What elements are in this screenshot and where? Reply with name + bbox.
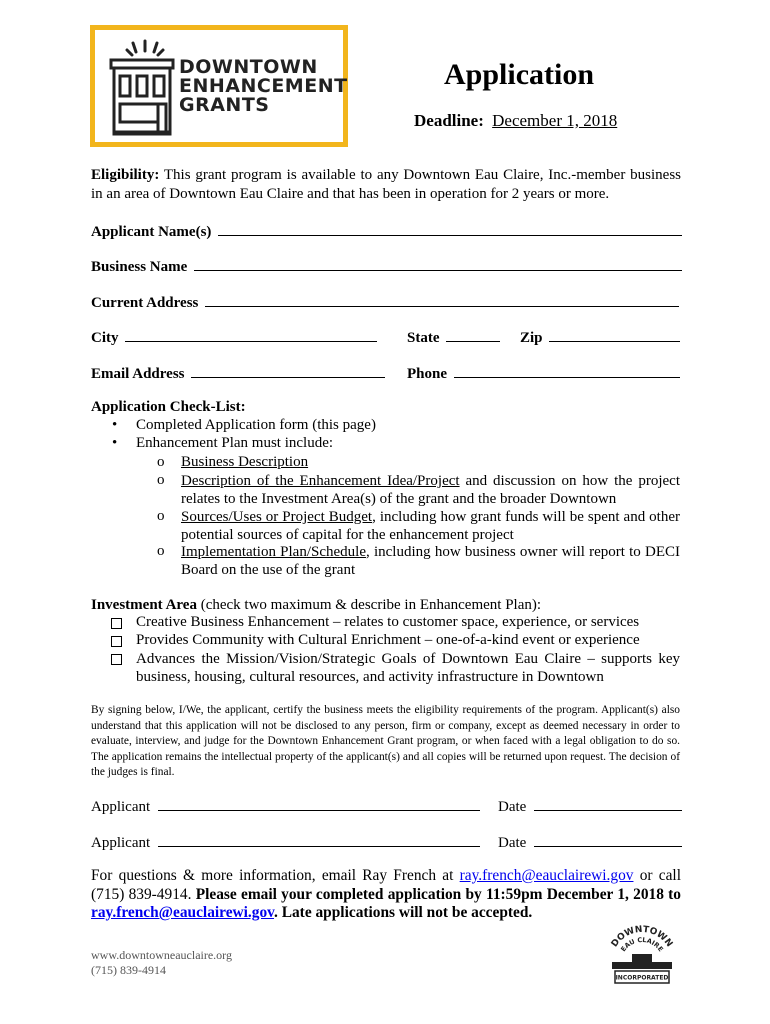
logo-line1: DOWNTOWN bbox=[179, 56, 318, 78]
applicant-label: Applicant bbox=[91, 799, 151, 815]
sub-bullet-icon: o bbox=[157, 472, 165, 488]
state-label: State bbox=[407, 330, 440, 346]
state-field[interactable] bbox=[446, 327, 500, 342]
option-cultural: Provides Community with Cultural Enrichment – one-of-a-kind event or experience bbox=[136, 632, 640, 648]
applicant-signature-field[interactable] bbox=[158, 796, 480, 811]
business-name-field[interactable] bbox=[194, 256, 682, 271]
logo-line2: ENHANCEMENT bbox=[179, 75, 348, 97]
email-row bbox=[91, 363, 385, 383]
business-description-item: Business Description bbox=[181, 454, 309, 470]
email-field[interactable] bbox=[191, 363, 385, 378]
phone-field[interactable] bbox=[454, 363, 680, 378]
footer-website: www.downtowneauclaire.org bbox=[91, 948, 232, 962]
certification-text: By signing below, I/We, the applicant, certify the business meets the eligibility requirements of the program. Applicant(s) also understand that this application will not be disclosed to any person, firm or company, except as deemed necessary in order to evaluate, interview, and judge for the Downtown Enhancement Grant program, or when faced with a legal obligation to do so. The application remains the intellectual property of the applicant(s) and all copies will be returned upon request. The decision of the judges is final. bbox=[91, 704, 680, 779]
eligibility-paragraph bbox=[91, 166, 681, 204]
sub-bullet-icon: o bbox=[157, 508, 165, 524]
date-field[interactable] bbox=[534, 796, 682, 811]
checkbox-creative[interactable] bbox=[111, 618, 122, 629]
storefront-icon bbox=[101, 38, 176, 138]
date-field[interactable] bbox=[534, 832, 682, 847]
deadline-value: December 1, 2018 bbox=[492, 111, 618, 130]
zip-label: Zip bbox=[520, 330, 543, 346]
applicant-label: Applicant bbox=[91, 835, 151, 851]
option-creative: Creative Business Enhancement – relates to customer space, experience, or services bbox=[136, 614, 640, 630]
email-link[interactable]: ray.french@eauclairewi.gov bbox=[91, 904, 275, 921]
logo-line3: GRANTS bbox=[179, 94, 270, 116]
checklist-heading: Application Check-List: bbox=[91, 399, 246, 415]
deadline-label: Deadline: bbox=[414, 111, 484, 130]
downtown-eau-claire-seal-icon bbox=[604, 922, 680, 992]
current-address-row bbox=[91, 292, 679, 312]
signature-row-1 bbox=[91, 796, 480, 816]
date-label: Date bbox=[498, 835, 527, 851]
state-row bbox=[407, 327, 500, 347]
business-name-row bbox=[91, 256, 682, 276]
checklist-item: • Completed Application form (this page) bbox=[112, 417, 376, 433]
investment-heading: Investment Area (check two maximum & describe in Enhancement Plan): bbox=[91, 597, 542, 613]
checkbox-mission[interactable] bbox=[111, 654, 122, 665]
checklist-item: • Enhancement Plan must include: bbox=[112, 435, 334, 451]
signature-row-2 bbox=[91, 832, 480, 852]
date-row-1 bbox=[498, 796, 682, 816]
footer-phone: (715) 839-4914 bbox=[91, 963, 166, 977]
applicant-signature-field[interactable] bbox=[158, 832, 480, 847]
contact-paragraph: For questions & more information, email Ray French at ray.french@eauclairewi.gov or call (715) 839-4914. Please email your completed application by 11:59pm December 1, 2018 to ray.french@eauclairewi.gov. Late applications will not be accepted. bbox=[91, 867, 681, 921]
bullet-icon: • bbox=[112, 435, 118, 451]
bullet-icon: • bbox=[112, 417, 118, 433]
applicant-names-row bbox=[91, 221, 682, 241]
city-label: City bbox=[91, 330, 119, 346]
date-label: Date bbox=[498, 799, 527, 815]
deadline bbox=[414, 111, 617, 131]
page-title: Application bbox=[444, 58, 595, 91]
email-link[interactable]: ray.french@eauclairewi.gov bbox=[459, 867, 634, 884]
enhancement-idea-item: Description of the Enhancement Idea/Project and discussion on how the project relates to the Investment Area(s) of the grant and the broader Downtown bbox=[181, 473, 681, 507]
business-name-label: Business Name bbox=[91, 259, 188, 275]
current-address-label: Current Address bbox=[91, 295, 199, 311]
eligibility-text: This grant program is available to any Downtown Eau Claire, Inc.-member business in an area of Downtown Eau Claire and that has been in operation for 2 years or more. bbox=[91, 167, 681, 202]
svg-text:DOWNTOWN bbox=[610, 925, 674, 949]
budget-item: Sources/Uses or Project Budget, including how grant funds will be spent and other potential sources of capital for the enhancement project bbox=[181, 509, 680, 543]
zip-row bbox=[520, 327, 680, 347]
seal-bottom-text: INCORPORATED bbox=[615, 974, 669, 982]
city-row bbox=[91, 327, 377, 347]
date-row-2 bbox=[498, 832, 682, 852]
seal-mid-text: EAU CLAIRE bbox=[619, 935, 665, 954]
implementation-item: Implementation Plan/Schedule, including how business owner will report to DECI Board on the use of the grant bbox=[181, 544, 680, 578]
sub-bullet-icon: o bbox=[157, 543, 165, 559]
eligibility-label: Eligibility: bbox=[91, 167, 160, 183]
applicant-names-field[interactable] bbox=[218, 221, 682, 236]
current-address-field[interactable] bbox=[205, 292, 679, 307]
phone-label: Phone bbox=[407, 366, 448, 382]
checkbox-cultural[interactable] bbox=[111, 636, 122, 647]
option-mission: Advances the Mission/Vision/Strategic Goals of Downtown Eau Claire – supports key business, housing, cultural resources, and activity infrastructure in Downtown bbox=[136, 651, 680, 685]
program-logo bbox=[90, 25, 348, 147]
applicant-names-label: Applicant Name(s) bbox=[91, 224, 212, 240]
seal-top-text: DOWNTOWN bbox=[609, 924, 675, 950]
sub-bullet-icon: o bbox=[157, 454, 165, 470]
phone-row bbox=[407, 363, 680, 383]
zip-field[interactable] bbox=[549, 327, 680, 342]
city-field[interactable] bbox=[125, 327, 377, 342]
email-label: Email Address bbox=[91, 366, 185, 382]
